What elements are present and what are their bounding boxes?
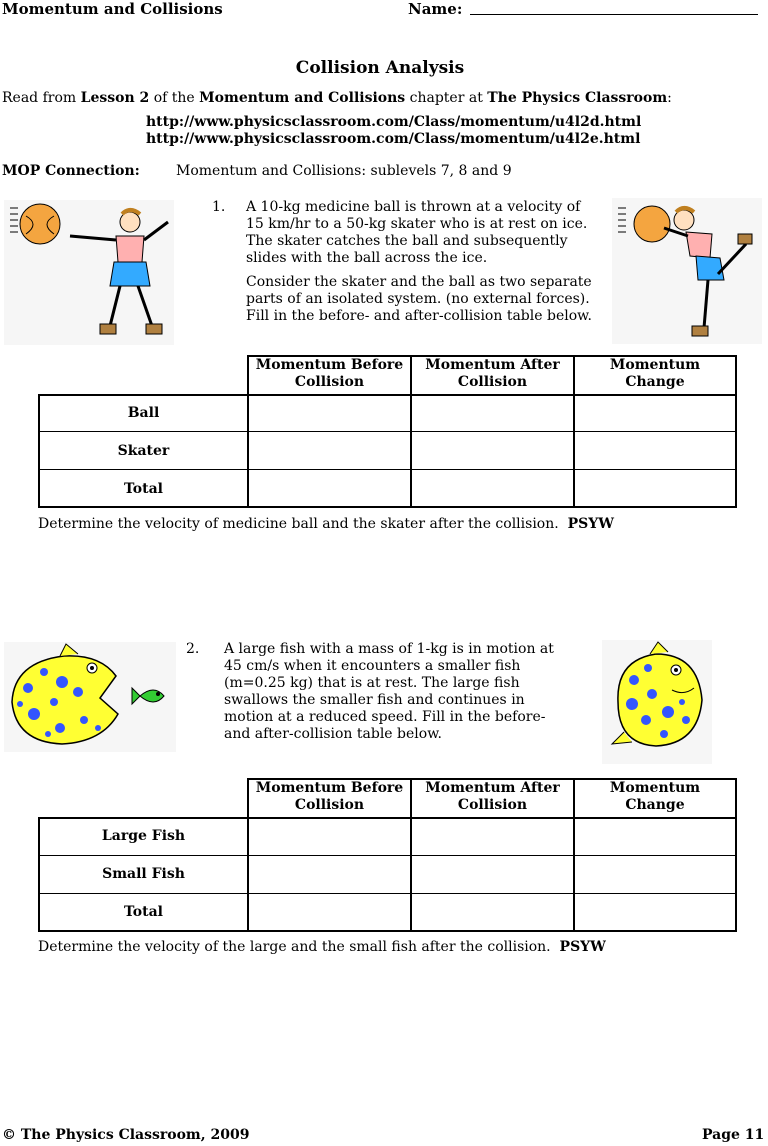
mop-text: Momentum and Collisions: sublevels 7, 8 and 9 xyxy=(176,163,512,179)
link-lesson-2d[interactable]: http://www.physicsclassroom.com/Class/momentum/u4l2d.html xyxy=(146,114,642,130)
q1-header-change: Momentum Change xyxy=(609,357,701,390)
q2-number: 2. xyxy=(186,641,200,657)
link-lesson-2e[interactable]: http://www.physicsclassroom.com/Class/momentum/u4l2e.html xyxy=(146,131,641,147)
q2-row-small-fish: Small Fish xyxy=(102,866,185,882)
q1-header-before: Momentum Before Collision xyxy=(255,357,404,390)
q2-header-before: Momentum Before Collision xyxy=(255,780,404,813)
q1-prompt: Determine the velocity of medicine ball and the skater after the collision. PSYW xyxy=(38,516,614,532)
footer-page-number: Page 11 xyxy=(702,1127,765,1143)
name-label: Name: xyxy=(408,0,463,18)
header-title: Momentum and Collisions xyxy=(2,0,223,18)
q2-text: A large fish with a mass of 1-kg is in motion at 45 cm/s when it encounters a smaller fish (m=0.25 kg) that is at rest. The large fish swallows the smaller fish and continues in motion at a reduced speed. Fill in the before- and after-collision table below. xyxy=(224,641,554,742)
q1-text: A 10-kg medicine ball is thrown at a velocity of 15 km/hr to a 50-kg skater who is at rest on ice. The skater catches the ball and subsequently slides with the ball across the ice. Consider the skater and the ball as two separate parts of an isolated system. (no external forces). Fill in the before- and after-collision table below. xyxy=(246,199,592,324)
doc-title: Collision Analysis xyxy=(295,58,465,78)
q2-row-large-fish: Large Fish xyxy=(101,828,186,844)
q2-prompt: Determine the velocity of the large and the small fish after the collision. PSYW xyxy=(38,939,606,955)
footer-copyright: © The Physics Classroom, 2009 xyxy=(2,1127,250,1143)
q2-header-after: Momentum After Collision xyxy=(425,780,560,813)
skater-catching-image xyxy=(612,198,762,344)
name-field[interactable] xyxy=(470,14,758,15)
intro-text: Read from Lesson 2 of the Momentum and Collisions chapter at The Physics Classroom: xyxy=(2,90,672,106)
skater-throwing-image xyxy=(4,200,174,345)
fish-before-image xyxy=(4,642,176,752)
q1-row-total: Total xyxy=(123,481,163,497)
q1-row-ball: Ball xyxy=(127,405,160,421)
q1-row-skater: Skater xyxy=(117,443,170,459)
q1-header-after: Momentum After Collision xyxy=(425,357,560,390)
q2-row-total: Total xyxy=(123,904,163,920)
q2-header-change: Momentum Change xyxy=(609,780,701,813)
fish-after-image xyxy=(602,640,712,764)
mop-label: MOP Connection: xyxy=(2,163,140,179)
q1-number: 1. xyxy=(212,199,226,215)
